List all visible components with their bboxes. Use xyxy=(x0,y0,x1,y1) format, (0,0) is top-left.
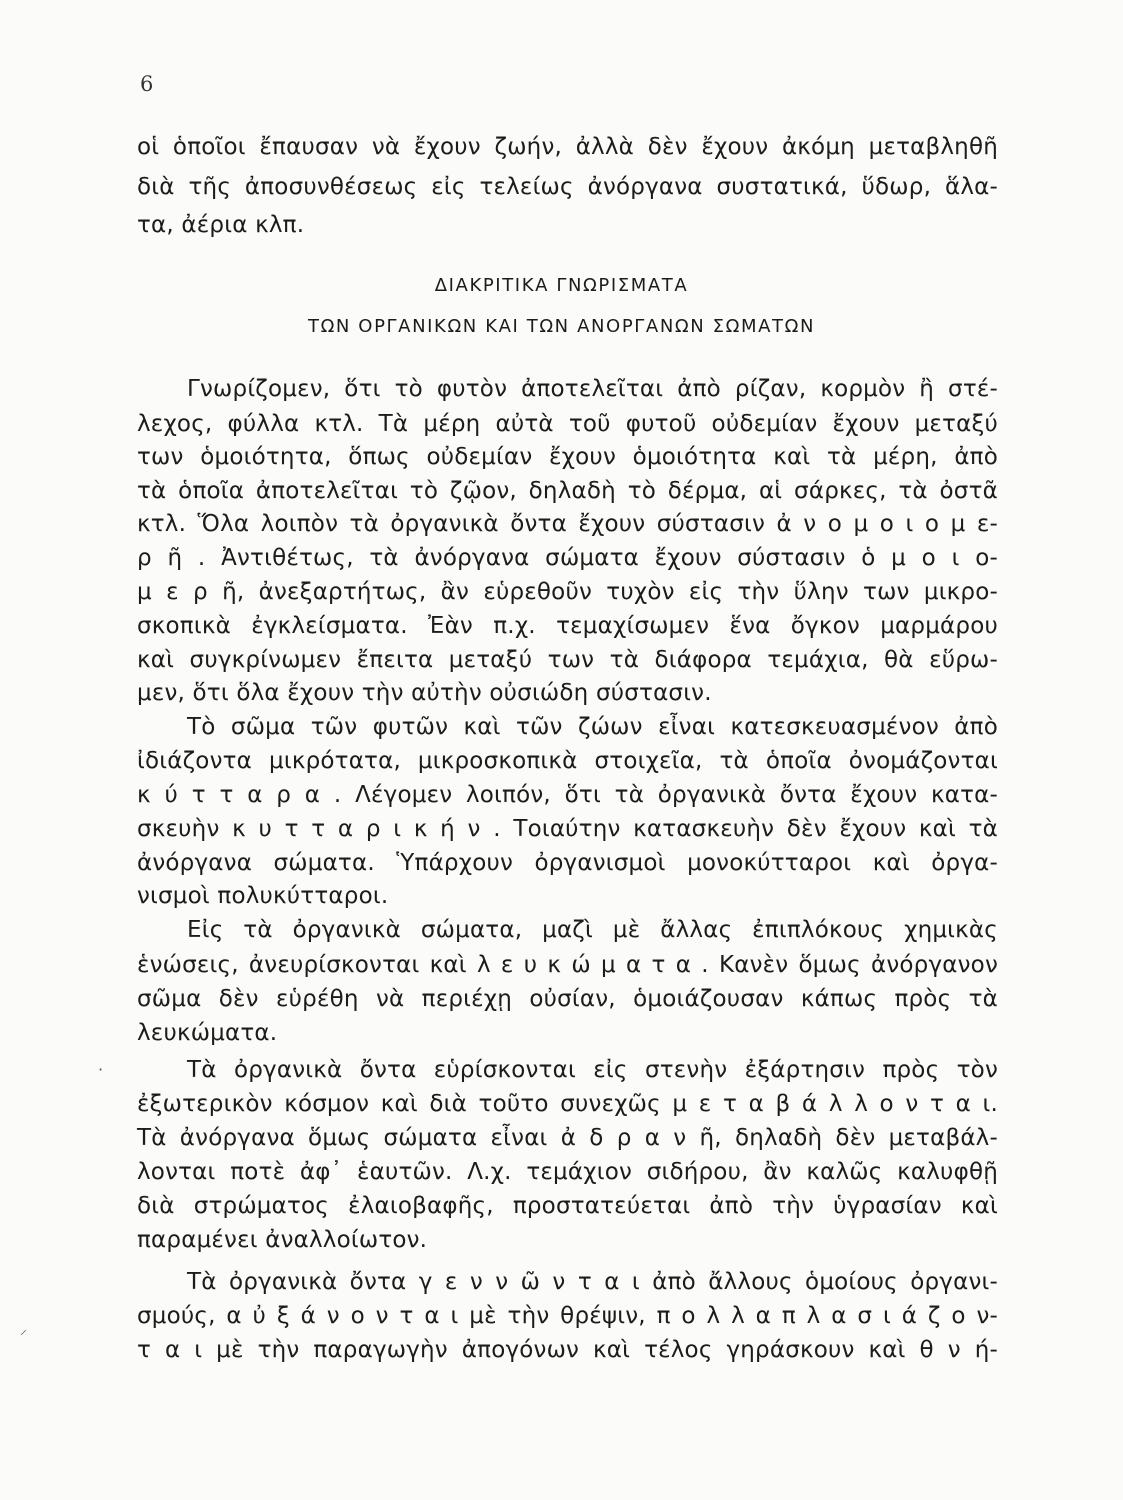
text-line: ἑνώσεις, ἀνευρίσκονται καὶ λ ε υ κ ώ μ α τ α . Κανὲν ὅμως ἀνόργανον xyxy=(137,952,998,978)
page-number: 6 xyxy=(140,72,154,96)
text-line: καὶ συγκρίνωμεν ἔπειτα μεταξύ των τὰ διάφορα τεμάχια, θὰ εὕρω- xyxy=(137,647,998,673)
text-line: Γνωρίζομεν, ὅτι τὸ φυτὸν ἀποτελεῖται ἀπὸ ρίζαν, κορμὸν ἢ στέ- xyxy=(187,376,998,402)
text-line: ἰδιάζοντα μικρότατα, μικροσκοπικὰ στοιχεῖα, τὰ ὁποῖα ὀνομάζονται xyxy=(137,748,998,774)
text-line: τὰ ὁποῖα ἀποτελεῖται τὸ ζῷον, δηλαδὴ τὸ δέρμα, αἱ σάρκες, τὰ ὀστᾶ xyxy=(137,478,998,504)
text-line: Τὰ ἀνόργανα ὅμως σώματα εἶναι ἀ δ ρ α ν ῆ, δηλαδὴ δὲν μεταβάλ- xyxy=(137,1125,998,1151)
text-line: τα, ἀέρια κλπ. xyxy=(137,212,305,238)
section-heading-line-1: ΔΙΑΚΡΙΤΙΚΑ ΓΝΩΡΙΣΜΑΤΑ xyxy=(434,275,689,296)
text-line: ἐξωτερικὸν κόσμον καὶ διὰ τοῦτο συνεχῶς μ ε τ α β ά λ λ ο ν τ α ι. xyxy=(137,1091,998,1117)
text-line: τ α ι μὲ τὴν παραγωγὴν ἀπογόνων καὶ τέλος γηράσκουν καὶ θ ν ή- xyxy=(137,1337,998,1363)
text-line: παραμένει ἀναλλοίωτον. xyxy=(137,1227,428,1253)
text-line: μεν, ὅτι ὅλα ἔχουν τὴν αὐτὴν οὐσιώδη σύστασιν. xyxy=(137,680,712,706)
text-line: λεχος, φύλλα κτλ. Τὰ μέρη αὐτὰ τοῦ φυτοῦ οὐδεμίαν ἔχουν μεταξύ xyxy=(137,411,998,437)
text-line: Τὰ ὀργανικὰ ὄντα εὑρίσκονται εἰς στενὴν ἐξάρτησιν πρὸς τὸν xyxy=(187,1057,998,1083)
text-line: σκοπικὰ ἐγκλείσματα. Ἐὰν π.χ. τεμαχίσωμεν ἕνα ὄγκον μαρμάρου xyxy=(137,613,998,639)
text-line: ρ ῆ . Ἀντιθέτως, τὰ ἀνόργανα σώματα ἔχουν σύστασιν ὁ μ ο ι ο- xyxy=(137,545,998,571)
text-line: διὰ στρώματος ἐλαιοβαφῆς, προστατεύεται ἀπὸ τὴν ὑγρασίαν καὶ xyxy=(137,1193,998,1219)
section-heading-line-2: ΤΩΝ ΟΡΓΑΝΙΚΩΝ ΚΑΙ ΤΩΝ ΑΝΟΡΓΑΝΩΝ ΣΩΜΑΤΩΝ xyxy=(307,316,816,337)
text-line: σμούς, α ὐ ξ ά ν ο ν τ α ι μὲ τὴν θρέψιν, π ο λ λ α π λ α σ ι ά ζ ο ν- xyxy=(137,1303,998,1329)
text-line: Τὸ σῶμα τῶν φυτῶν καὶ τῶν ζώων εἶναι κατεσκευασμένον ἀπὸ xyxy=(187,714,998,740)
text-line: κτλ. Ὅλα λοιπὸν τὰ ὀργανικὰ ὄντα ἔχουν σύστασιν ἀ ν ο μ ο ι ο μ ε- xyxy=(137,511,998,537)
text-line: Τὰ ὀργανικὰ ὄντα γ ε ν ν ῶ ν τ α ι ἀπὸ ἄλλους ὁμοίους ὀργανι- xyxy=(187,1269,998,1295)
text-line: ἀνόργανα σώματα. Ὑπάρχουν ὀργανισμοὶ μονοκύτταροι καὶ ὀργα- xyxy=(137,850,998,876)
margin-mark: ⸝ xyxy=(20,1322,27,1338)
text-line: σκευὴν κ υ τ τ α ρ ι κ ή ν . Τοιαύτην κατασκευὴν δὲν ἔχουν καὶ τὰ xyxy=(137,816,998,842)
text-line: λευκώματα. xyxy=(137,1020,278,1046)
text-line: νισμοὶ πολυκύτταροι. xyxy=(137,883,389,909)
text-line: Εἰς τὰ ὀργανικὰ σώματα, μαζὶ μὲ ἄλλας ἐπιπλόκους χημικὰς xyxy=(187,917,998,943)
text-line: μ ε ρ ῆ, ἀνεξαρτήτως, ἂν εὑρεθοῦν τυχὸν εἰς τὴν ὕλην των μικρο- xyxy=(137,579,998,605)
margin-mark: · xyxy=(98,1060,104,1079)
text-line: κ ύ τ τ α ρ α . Λέγομεν λοιπόν, ὅτι τὰ ὀργανικὰ ὄντα ἔχουν κατα- xyxy=(137,782,998,808)
text-line: σῶμα δὲν εὑρέθη νὰ περιέχῃ οὐσίαν, ὁμοιάζουσαν κάπως πρὸς τὰ xyxy=(137,986,998,1012)
text-line: των ὁμοιότητα, ὅπως οὐδεμίαν ἔχουν ὁμοιότητα καὶ τὰ μέρη, ἀπὸ xyxy=(137,444,998,470)
text-line: διὰ τῆς ἀποσυνθέσεως εἰς τελείως ἀνόργανα συστατικά, ὕδωρ, ἅλα- xyxy=(137,174,998,200)
text-line: οἱ ὁποῖοι ἔπαυσαν νὰ ἔχουν ζωήν, ἀλλὰ δὲν ἔχουν ἀκόμη μεταβληθῆ xyxy=(137,134,998,160)
text-line: λονται ποτὲ ἀφ᾽ ἑαυτῶν. Λ.χ. τεμάχιον σιδήρου, ἂν καλῶς καλυφθῇ xyxy=(137,1159,998,1185)
